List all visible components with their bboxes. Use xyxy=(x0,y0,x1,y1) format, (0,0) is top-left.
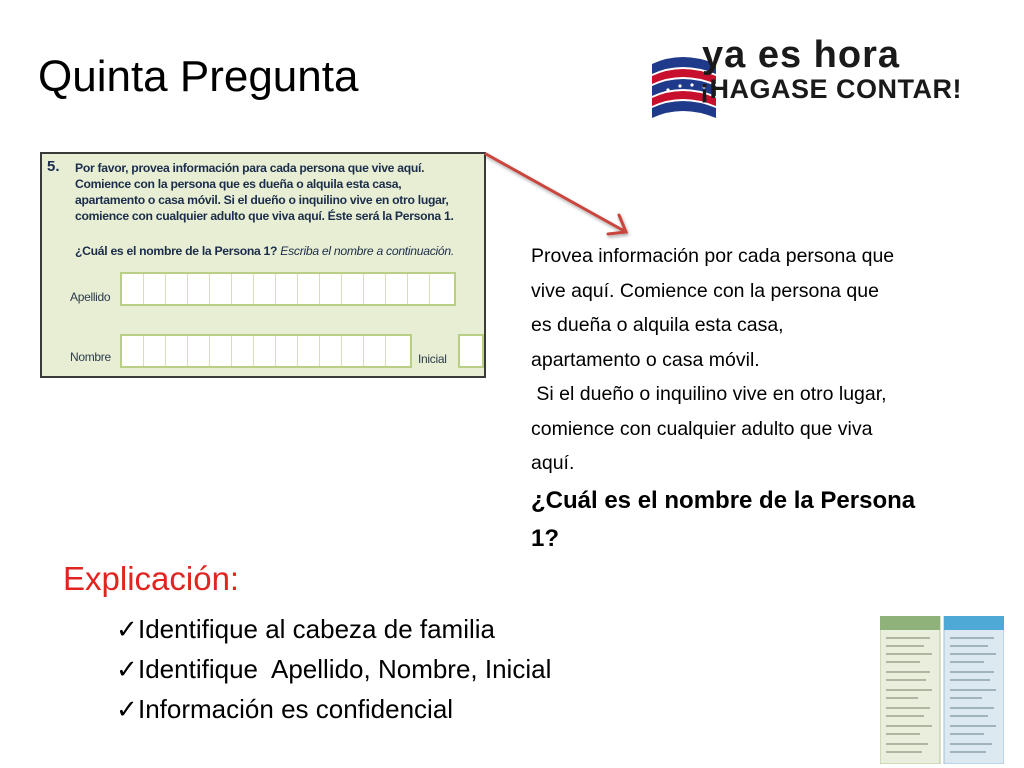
initial-box xyxy=(458,334,484,368)
description-line: apartamento o casa móvil. xyxy=(531,348,760,371)
description-question-line: 1? xyxy=(531,525,560,552)
description-line: aquí. xyxy=(531,452,575,474)
census-logo xyxy=(640,34,1010,130)
instruction-line: comience con cualquier adulto que viva aquí. Éste será la Persona 1. xyxy=(75,209,454,223)
explanation-list xyxy=(116,609,551,729)
description-question xyxy=(531,482,1011,558)
first-name-label: Nombre xyxy=(70,350,111,364)
first-name-boxes xyxy=(120,334,412,368)
logo-text-sub: ¡HAGASE CONTAR! xyxy=(700,74,962,104)
explanation-title: Explicación: xyxy=(63,560,240,597)
description-text xyxy=(531,239,1021,481)
initial-label: Inicial xyxy=(418,352,447,366)
description-line: comience con cualquier adulto que viva xyxy=(531,417,873,440)
form-question-text: ¿Cuál es el nombre de la Persona 1? xyxy=(75,244,278,258)
explanation-item-text: Identifique al cabeza de familia xyxy=(138,614,496,644)
instruction-line: Comience con la persona que es dueña o alquila esta casa, xyxy=(75,177,402,191)
slide-title: Quinta Pregunta xyxy=(38,52,359,101)
instruction-line: apartamento o casa móvil. Si el dueño o inquilino vive en otro lugar, xyxy=(75,193,449,207)
questionnaire-thumbnail xyxy=(880,616,1004,764)
description-line: Si el dueño o inquilino vive en otro lugar, xyxy=(531,383,887,405)
question-instructions xyxy=(75,160,486,224)
logo-text-main: ya es hora xyxy=(702,34,900,76)
form-question-hint: Escriba el nombre a continuación. xyxy=(280,244,454,258)
pointer-arrow xyxy=(480,148,640,248)
checkmark-icon: ✓ xyxy=(116,614,138,644)
last-name-boxes xyxy=(120,272,456,306)
explanation-item xyxy=(116,649,551,689)
census-form-image xyxy=(40,152,486,378)
form-question xyxy=(75,244,454,258)
explanation-item-text: Información es confidencial xyxy=(138,694,454,724)
description-line: Provea información por cada persona que xyxy=(531,245,895,267)
explanation-item xyxy=(116,609,551,649)
instruction-line: Por favor, provea información para cada persona que vive aquí. xyxy=(75,161,425,175)
description-line: es dueña o alquila esta casa, xyxy=(531,314,784,336)
checkmark-icon: ✓ xyxy=(116,654,138,684)
description-line: vive aquí. Comience con la persona que xyxy=(531,279,879,302)
explanation-item xyxy=(116,689,551,729)
checkmark-icon: ✓ xyxy=(116,694,138,724)
description-question-line: ¿Cuál es el nombre de la Persona xyxy=(531,487,916,514)
last-name-label: Apellido xyxy=(70,290,111,304)
question-number: 5. xyxy=(47,158,60,175)
explanation-item-text: Identifique Apellido, Nombre, Inicial xyxy=(138,654,552,684)
